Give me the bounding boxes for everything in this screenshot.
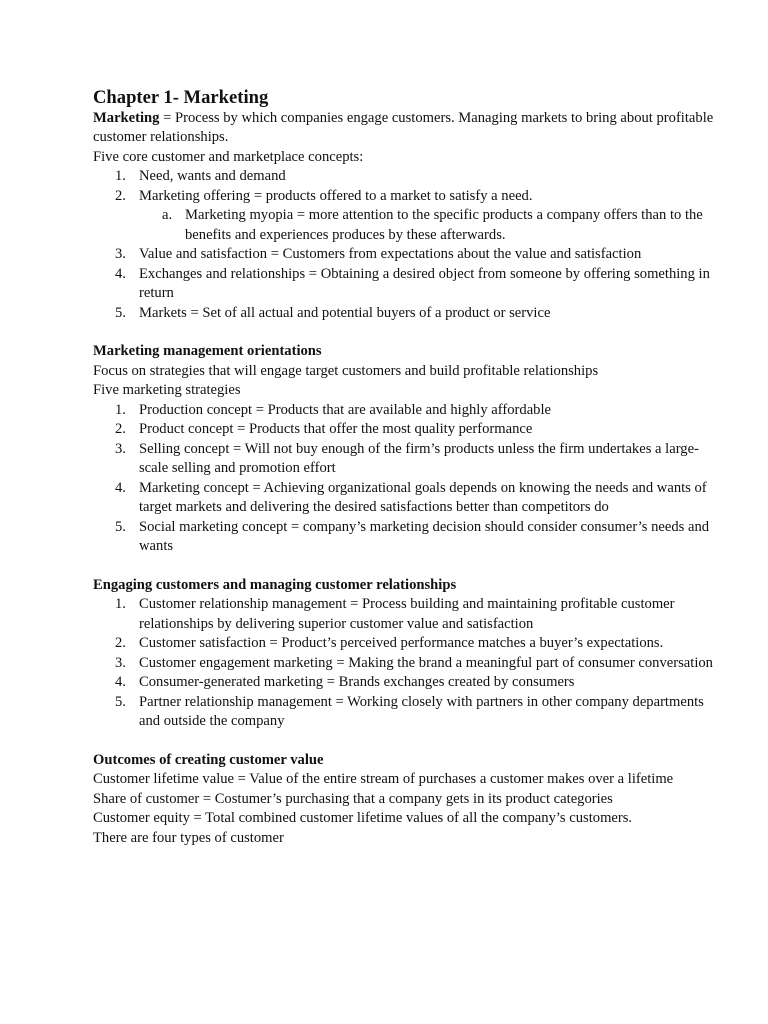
list-marker: 3.: [115, 654, 126, 671]
list-marker: 2.: [115, 187, 126, 204]
list-item: [115, 654, 728, 673]
list-item-text: Selling concept = Will not buy enough of the firm’s products unless the firm undertakes a large-scale selling and promotion effort: [139, 440, 699, 477]
list-item: [115, 265, 728, 304]
list-item: [115, 187, 728, 245]
list-marker: 4.: [115, 674, 126, 691]
list-marker: 3.: [115, 440, 126, 457]
list-marker: 4.: [115, 265, 126, 282]
list-marker: 5.: [115, 693, 126, 710]
list-item: [115, 634, 728, 653]
list-marker: 4.: [115, 479, 126, 496]
list-item-text: Exchanges and relationships = Obtaining a desired object from someone by offering something in return: [139, 265, 710, 302]
list-marker: 1.: [115, 168, 126, 185]
list-item-text: Need, wants and demand: [139, 168, 286, 185]
list-item-text: Product concept = Products that offer the most quality performance: [139, 421, 533, 438]
list-item: [115, 245, 728, 264]
list-marker: 1.: [115, 401, 126, 418]
orientations-line: Five marketing strategies: [93, 382, 241, 399]
orientations-line: Focus on strategies that will engage target customers and build profitable relationships: [93, 362, 599, 379]
list-item-text: Customer satisfaction = Product’s perceived performance matches a buyer’s expectations.: [139, 635, 664, 652]
spacer: [93, 323, 728, 342]
list-marker: 2.: [115, 421, 126, 438]
list-item-text: Marketing offering = products offered to a market to satisfy a need.: [139, 187, 533, 204]
sub-list-item-text: Marketing myopia = more attention to the specific products a company offers than to the benefits and experiences produces by these afterwards.: [185, 207, 703, 243]
list-item: [115, 420, 728, 439]
list-item-text: Social marketing concept = company’s marketing decision should consider consumer’s needs and wants: [139, 518, 710, 554]
list-item-text: Consumer-generated marketing = Brands exchanges created by consumers: [139, 674, 575, 691]
list-item: [115, 673, 728, 692]
list-item: [115, 304, 728, 323]
list-item-text: Production concept = Products that are available and highly affordable: [139, 401, 551, 418]
sub-list-marker: a.: [162, 207, 173, 224]
strategies-list: [93, 401, 728, 557]
core-concepts-lead: Five core customer and marketplace concepts:: [93, 148, 364, 165]
list-marker: 5.: [115, 304, 126, 321]
list-item: [115, 440, 728, 479]
list-item: [115, 479, 728, 518]
outcomes-line: Customer lifetime value = Value of the entire stream of purchases a customer makes over a lifetime: [93, 771, 674, 788]
list-marker: 5.: [115, 518, 126, 535]
list-item: [115, 518, 728, 557]
list-item: [115, 401, 728, 420]
section-heading-engaging: Engaging customers and managing customer relationships: [93, 576, 457, 593]
list-item-text: Markets = Set of all actual and potential buyers of a product or service: [139, 304, 551, 321]
list-marker: 3.: [115, 246, 126, 263]
list-marker: 2.: [115, 635, 126, 652]
list-item-text: Customer relationship management = Process building and maintaining profitable customer relationships by delivering superior customer value and satisfaction: [139, 596, 675, 632]
marketing-term: Marketing: [93, 110, 160, 126]
outcomes-line: There are four types of customer: [93, 829, 284, 846]
marketing-definition: [93, 109, 728, 148]
list-item-text: Customer engagement marketing = Making the brand a meaningful part of consumer conversation: [139, 654, 713, 671]
chapter-title: Chapter 1- Marketing: [93, 87, 269, 108]
spacer: [93, 731, 728, 750]
sub-list: [139, 206, 728, 245]
outcomes-line: Customer equity = Total combined customer lifetime values of all the company’s customers.: [93, 810, 633, 827]
spacer: [93, 556, 728, 575]
section-heading-outcomes: Outcomes of creating customer value: [93, 751, 324, 768]
list-item: [115, 595, 728, 634]
list-item: [115, 167, 728, 186]
list-item-text: Marketing concept = Achieving organizational goals depends on knowing the needs and wants of target markets and delivering the desired satisfactions better than competitors do: [139, 479, 707, 516]
list-marker: 1.: [115, 596, 126, 613]
core-concepts-list: [93, 167, 728, 323]
sub-list-item: [162, 206, 728, 245]
list-item-text: Value and satisfaction = Customers from expectations about the value and satisfaction: [139, 246, 642, 263]
engaging-list: [93, 595, 728, 731]
outcomes-line: Share of customer = Costumer’s purchasing that a company gets in its product categories: [93, 790, 613, 807]
list-item-text: Partner relationship management = Working closely with partners in other company departments and outside the company: [139, 693, 704, 730]
section-heading-orientations: Marketing management orientations: [93, 343, 322, 360]
marketing-definition-text: = Process by which companies engage customers. Managing markets to bring about profitable customer relationships.: [93, 110, 714, 146]
list-item: [115, 693, 728, 732]
